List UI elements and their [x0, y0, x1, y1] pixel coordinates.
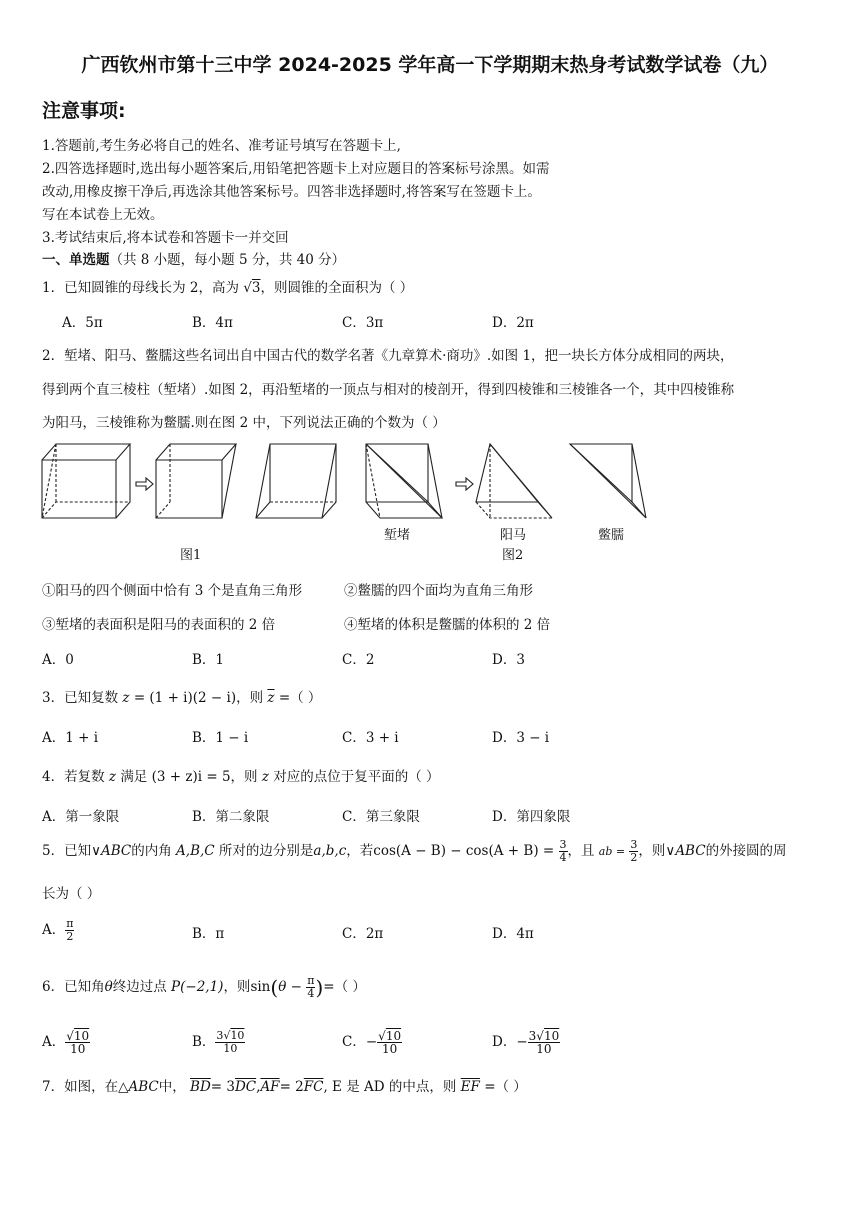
q6-text: =（ ） [323, 979, 366, 995]
vector-fc: $\overline{FC}$ [303, 1079, 324, 1095]
option-label: A． [42, 922, 66, 938]
option-label: C．− [342, 1034, 378, 1050]
q4-equation: (3 + z)i = 5 [151, 769, 231, 785]
option-label: B． [192, 1034, 216, 1050]
numerator: 3√10 [528, 1029, 560, 1043]
q3-text: ，则 [236, 690, 264, 706]
option-label: B． [192, 926, 216, 942]
denominator: 4 [559, 851, 567, 864]
option-fraction [215, 1030, 245, 1055]
option-label: A． [42, 1034, 66, 1050]
question-6: 6．已知角θ终边过点 P(−2,1)，则sin(θ − $\frac{\pi}{4}$ )=（ ） [42, 974, 366, 1000]
q6-theta: θ [104, 979, 113, 995]
q5-option-d: D．4π [492, 926, 534, 942]
denominator: 10 [381, 1042, 398, 1056]
label-fig1: 图1 [180, 548, 202, 563]
label-fig2: 图2 [502, 548, 524, 563]
q2-option-c: C．2 [342, 652, 375, 668]
denominator: 4 [307, 987, 315, 1000]
notice-line: 改动,用橡皮擦干净后,再选涂其他答案标号。四答非选择题时,将答案写在签题卡上。 [42, 184, 541, 200]
q5-triangle: ABC [100, 843, 132, 859]
q6-option-b [192, 1030, 245, 1055]
q5-text: ，则∨ [638, 843, 676, 859]
vector-ef: $\overline{EF}$ [460, 1079, 480, 1095]
q1-option-c: C．3π [342, 315, 384, 331]
numerator: 3 [630, 838, 638, 851]
denominator: 2 [630, 851, 638, 864]
q7-text: , E 是 AD 的中点，则 [323, 1079, 457, 1095]
numerator: √10 [66, 1029, 90, 1043]
q3-option-c: C．3 + i [342, 730, 399, 746]
q5-sides: a,b,c [313, 843, 347, 859]
q5-text: ，且 [567, 843, 595, 859]
q3-var-z: z [122, 690, 130, 706]
q6-point: P(−2,1) [171, 979, 224, 995]
q7-text: =（ ） [484, 1079, 527, 1095]
q4-option-c: C．第三象限 [342, 809, 420, 825]
q1-sqrt-value: 3 [251, 280, 261, 296]
question-4 [42, 765, 440, 785]
q3-var-zbar: $\overline{z}$ [267, 690, 275, 706]
question-2-line: 为阳马，三棱锥称为鳖臑.则在图 2 中，下列说法正确的个数为（ ） [42, 415, 446, 431]
q7-sep: , [256, 1079, 261, 1095]
q4-option-b: B．第二象限 [192, 809, 270, 825]
q5-option-c: C．2π [342, 926, 384, 942]
statement-3: ③堑堵的表面积是阳马的表面积的 2 倍 [42, 617, 276, 633]
q7-text: 7．如图，在△ [42, 1079, 129, 1095]
q5-text: 的外接圆的周 [705, 843, 787, 859]
statement-2: ②鳖臑的四个面均为直角三角形 [344, 583, 533, 599]
page-title: 广西钦州市第十三中学 2024-2025 学年高一下学期期末热身考试数学试卷（九） [81, 54, 779, 76]
denominator: 10 [536, 1042, 552, 1056]
vector-bd: $\overline{BD}$ [190, 1079, 211, 1095]
figure-solids [36, 438, 656, 524]
option-fraction [65, 1030, 90, 1055]
q5-text: 的内角 [131, 843, 172, 859]
q5-text: 所对的边分别是 [218, 843, 314, 859]
option-value: π [215, 926, 225, 942]
section-heading [42, 248, 345, 268]
numerator: 3√10 [216, 1029, 245, 1042]
label-yangma: 阳马 [500, 528, 527, 543]
radicand: 10 [73, 1029, 90, 1043]
option-fraction [528, 1030, 561, 1055]
coef: 3 [528, 1029, 537, 1043]
q4-text: 4．若复数 [42, 769, 105, 785]
q1-text: 1．已知圆锥的母线长为 2，高为 [42, 280, 239, 296]
q4-text: 满足 [120, 769, 148, 785]
q1-text: ，则圆锥的全面积为（ ） [260, 280, 414, 296]
q6-inner: θ − [278, 979, 302, 995]
notice-heading: 注意事项: [42, 100, 126, 122]
q5-text: ，若 [346, 843, 374, 859]
vector-af: $\overline{AF}$ [260, 1079, 280, 1095]
label-qiandu: 堑堵 [384, 528, 411, 543]
q4-var-z: z [261, 769, 269, 785]
q6-option-d [492, 1030, 560, 1055]
q5-option-b [192, 922, 224, 942]
question-3 [42, 686, 321, 706]
q5-fraction [559, 839, 568, 864]
q6-text: 6．已知角 [42, 979, 105, 995]
denominator: 10 [70, 1042, 86, 1056]
q7-eq: = 2 [279, 1079, 304, 1095]
question-2-line: 得到两个直三棱柱（堑堵）.如图 2，再沿堑堵的一顶点与相对的棱剖开，得到四棱锥和三棱锥各一个，其中四棱锥称 [42, 382, 735, 398]
q3-option-d: D．3 − i [492, 730, 550, 746]
q6-option-a [42, 1030, 90, 1055]
denominator: 10 [223, 1042, 238, 1055]
q5-equation: cos(A − B) − cos(A + B) = [373, 843, 555, 859]
coef: 3 [216, 1029, 224, 1042]
denominator: 2 [66, 930, 74, 943]
q4-var-z: z [108, 769, 117, 785]
notice-line: 3.考试结束后,将本试卷和答题卡一并交回 [42, 230, 289, 246]
q5-ab: ab = [598, 845, 626, 858]
option-fraction [377, 1030, 402, 1055]
question-5-line2: 长为（ ） [42, 886, 101, 902]
label-bienao: 鳖臑 [598, 528, 625, 543]
section-detail: （共 8 小题，每小题 5 分，共 40 分） [109, 252, 346, 268]
section-name: 一、单选题 [42, 252, 110, 268]
q4-option-a: A．第一象限 [42, 809, 120, 825]
q7-eq: = 3 [210, 1079, 235, 1095]
q5-text: 5．已知∨ [42, 843, 101, 859]
q2-option-d: D．3 [492, 652, 525, 668]
radicand: 10 [230, 1029, 245, 1042]
q6-option-c [342, 1030, 402, 1055]
radicand: 10 [385, 1029, 402, 1043]
question-1 [42, 276, 413, 296]
q3-text: 3．已知复数 [42, 690, 119, 706]
vector-dc: $\overline{DC}$ [234, 1079, 257, 1095]
q1-option-a: A．5π [62, 315, 103, 331]
numerator: π [307, 974, 315, 987]
q3-option-b: B．1 − i [192, 730, 249, 746]
notice-line: 写在本试卷上无效。 [42, 207, 164, 223]
statement-1: ①阳马的四个侧面中恰有 3 个是直角三角形 [42, 583, 303, 599]
q5-option-a [42, 918, 74, 943]
question-2-line: 2．堑堵、阳马、鳖臑这些名词出自中国古代的数学名著《九章算术·商功》.如图 1，把一块长方体分成相同的两块， [42, 348, 734, 364]
q3-equation: = (1 + i)(2 − i) [133, 690, 237, 706]
q4-option-d: D．第四象限 [492, 809, 571, 825]
statement-4: ④堑堵的体积是鳖臑的体积的 2 倍 [344, 617, 551, 633]
sqrt-symbol: √ [243, 280, 252, 296]
q5-triangle: ABC [675, 843, 706, 859]
q1-option-b: B．4π [192, 315, 233, 331]
question-5 [42, 839, 787, 864]
q7-text: 中， [158, 1079, 186, 1095]
q1-option-d: D．2π [492, 315, 534, 331]
q4-text: 对应的点位于复平面的（ ） [273, 769, 440, 785]
q2-option-b: B．1 [192, 652, 225, 668]
q7-triangle: ABC [128, 1079, 159, 1095]
q5-angles: A,B,C [176, 843, 215, 859]
option-fraction [65, 918, 74, 943]
q3-option-a: A．1 + i [42, 730, 99, 746]
q2-option-a: A．0 [42, 652, 74, 668]
option-label: D．− [492, 1034, 528, 1050]
q6-text: 终边过点 [112, 979, 167, 995]
notice-line: 1.答题前,考生务必将自己的姓名、准考证号填写在答题卡上, [42, 138, 401, 154]
q3-text: =（ ） [278, 690, 322, 706]
radicand: 10 [543, 1029, 560, 1043]
q6-sin: sin [250, 979, 271, 995]
numerator: 3 [559, 838, 567, 851]
q6-text: ，则 [223, 979, 251, 995]
notice-line: 2.四答选择题时,选出每小题答案后,用铅笔把答题卡上对应题目的答案标号涂黑。如需 [42, 161, 550, 177]
numerator: π [66, 917, 74, 930]
numerator: √10 [378, 1029, 402, 1043]
q4-text: ，则 [230, 769, 258, 785]
question-7 [42, 1075, 527, 1095]
